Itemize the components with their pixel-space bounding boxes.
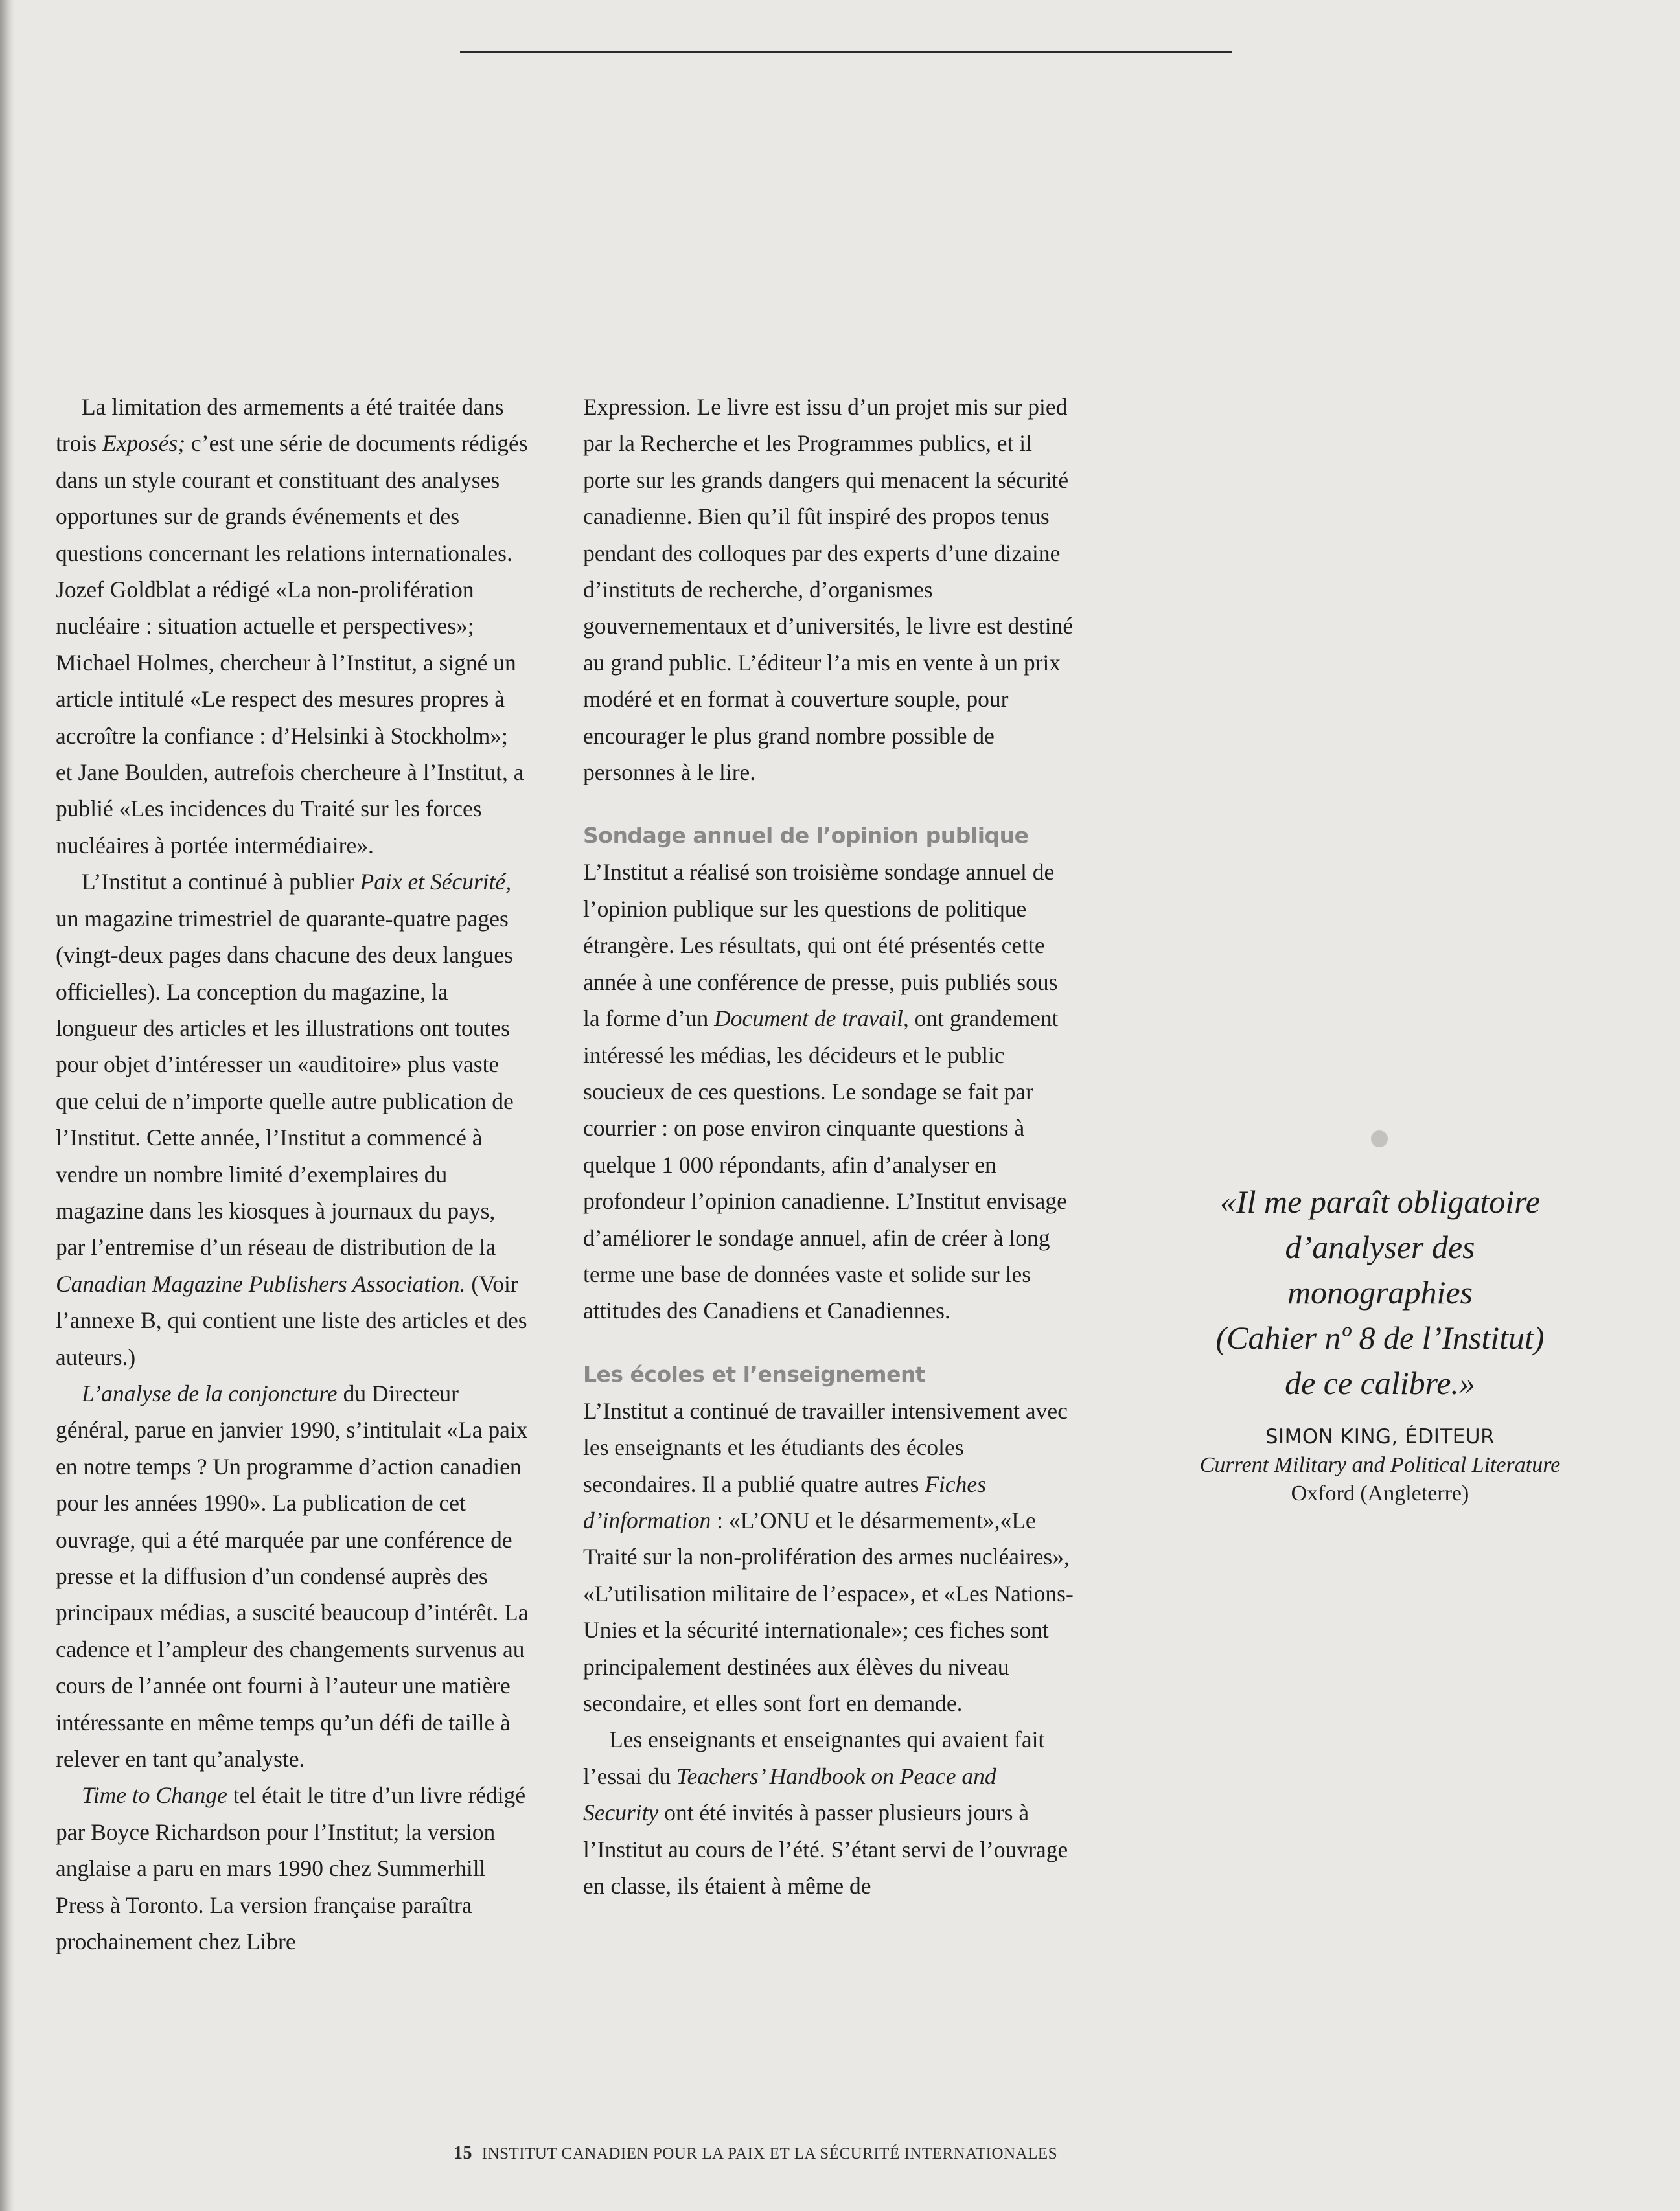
text-run: : «L’ONU et le désarmement»,«Le Traité sur la non-prolifération des armes nucléaires», «L’utilisation militaire de l’espace», et «Les Nations-Unies et la sécurité internationale»; ces fiches sont principalement destinées aux élèves du niveau secondaire, et elles sont fort en demande.	[583, 1507, 1074, 1716]
text-run: La limitation des armements a été traitée dans trois	[56, 394, 504, 457]
paragraph-ecoles	[583, 1393, 1076, 1722]
decorative-dot-icon	[1371, 1130, 1388, 1147]
italic-title-run: L’analyse de la conjoncture	[82, 1380, 338, 1406]
paragraph-exposes	[56, 389, 529, 864]
text-run: un magazine trimestriel de quarante-quatre pages (vingt-deux pages dans chacune des deux langues officielles). La conception du magazine, la longueur des articles et les illustrations ont toutes pour objet d’intéresser un «auditoire» plus vaste que celui de n’importe quelle autre publication de l’Institut. Cette année, l’Institut a commencé à vendre un nombre limité d’exemplaires du magazine dans les kiosques à journaux du pays, par l’entremise d’un réseau de distribution de la	[56, 905, 514, 1261]
text-run: ont grandement intéressé les médias, les décideurs et le public soucieux de ces questions. Le sondage se fait par courrier : on pose environ cinquante questions à quelque 1 000 répondants, afin d’analyser en profondeur l’opinion canadienne. L’Institut envisage d’améliorer le sondage annuel, afin de créer à long terme une base de données vaste et solide sur les attitudes des Canadiens et Canadiennes.	[583, 1005, 1067, 1324]
text-run: L’Institut a réalisé son troisième sondage annuel de l’opinion publique sur les questions de politique étrangère. Les résultats, qui ont été présentés cette année à une conférence de presse, puis publiés sous la forme d’un	[583, 859, 1058, 1032]
header-rule	[460, 51, 1232, 53]
attribution-place: Oxford (Angleterre)	[1291, 1482, 1469, 1506]
page-number: 15	[454, 2143, 472, 2163]
pull-quote-line: de ce calibre.»	[1285, 1365, 1475, 1401]
paragraph-analyse-conjoncture	[56, 1375, 529, 1777]
paragraph-sondage	[583, 854, 1076, 1329]
text-run: L’Institut a continué de travailler intensivement avec les enseignants et les étudiants des écoles secondaires. Il a publié quatre autres	[583, 1397, 1068, 1497]
text-run: ont été invités à passer plusieurs jours à l’Institut au cours de l’été. S’étant servi de l’ouvrage en classe, ils étaient à même de	[583, 1800, 1068, 1899]
attribution-name: SIMON KING, ÉDITEUR	[1265, 1425, 1495, 1449]
text-run: Expression. Le livre est issu d’un projet mis sur pied par la Recherche et les Programmes publics, et il porte sur les grands dangers qui menacent la sécurité canadienne. Bien qu’il fût inspiré des propos tenus pendant des colloques par des experts d’une dizaine d’instituts de recherche, d’organismes gouvernementaux et d’universités, le livre est destiné au grand public. L’éditeur l’a mis en vente à un prix modéré et en format à couverture souple, pour encourager le plus grand nombre possible de personnes à le lire.	[583, 394, 1074, 786]
pull-quote-line: (Cahier nº 8 de l’Institut)	[1215, 1320, 1545, 1356]
footer-title: INSTITUT CANADIEN POUR LA PAIX ET LA SÉCURITÉ INTERNATIONALES	[481, 2145, 1058, 2162]
pull-quote-attribution	[1166, 1423, 1594, 1508]
section-heading-sondage: Sondage annuel de l’opinion publique	[583, 823, 1029, 849]
section-heading-ecoles: Les écoles et l’enseignement	[583, 1361, 926, 1387]
left-text-column	[56, 389, 529, 1960]
pull-quote-line: monographies	[1287, 1274, 1473, 1311]
italic-title-run: Time to Change	[82, 1782, 227, 1809]
pull-quote-line: «Il me paraît obligatoire	[1220, 1184, 1540, 1220]
italic-title-run: Teachers’ Handbook on Peace and Security	[583, 1763, 996, 1826]
italic-title-run: Document de travail,	[714, 1005, 909, 1032]
paragraph-paix-et-securite	[56, 864, 529, 1375]
paragraph-enseignants	[583, 1721, 1076, 1904]
italic-title-run: Exposés;	[102, 430, 186, 457]
text-run: c’est une série de documents rédigés dans un style courant et constituant des analyses opportunes sur de grands événements et des questions concernant les relations internationales. Jozef Goldblat a rédigé «La non-prolifération nucléaire : situation actuelle et perspectives»; Michael Holmes, chercheur à l’Institut, a signé un article intitulé «Le respect des mesures propres à accroître la confiance : d’Helsinki à Stockholm»; et Jane Boulden, autrefois chercheure à l’Institut, a publié «Les incidences du Traité sur les forces nucléaires à portée intermédiaire».	[56, 430, 528, 858]
attribution-publication: Current Military and Political Literature	[1199, 1453, 1561, 1477]
page-footer	[454, 2143, 1296, 2164]
text-run: Les enseignants et enseignantes qui avaient fait l’essai du	[583, 1726, 1045, 1789]
paragraph-time-to-change	[56, 1777, 529, 1960]
text-run: (Voir l’annexe B, qui contient une liste des articles et des auteurs.)	[56, 1270, 527, 1370]
italic-title-run: Paix et Sécurité,	[360, 869, 512, 895]
text-run: du Directeur général, parue en janvier 1990, s’intitulait «La paix en notre temps ? Un programme d’action canadien pour les années 1990». La publication de cet ouvrage, qui a été marquée par une conférence de presse et la diffusion d’un condensé auprès des principaux médias, a suscité beaucoup d’intérêt. La cadence et l’ampleur des changements survenus au cours de l’année ont fourni à l’auteur une matière intéressante en même temps qu’un défi de taille à relever en tant qu’analyste.	[56, 1380, 529, 1772]
text-run: L’Institut a continué à publier	[82, 869, 360, 895]
middle-text-column	[583, 389, 1076, 1904]
italic-title-run: Fiches d’information	[583, 1471, 986, 1533]
pull-quote-line: d’analyser des	[1285, 1229, 1475, 1265]
italic-title-run: Canadian Magazine Publishers Association.	[56, 1270, 466, 1297]
page-binding-edge	[0, 0, 14, 2211]
text-run: tel était le titre d’un livre rédigé par Boyce Richardson pour l’Institut; la version anglaise a paru en mars 1990 chez Summerhill Press à Toronto. La version française paraîtra prochainement chez Libre	[56, 1782, 526, 1955]
pull-quote	[1166, 1179, 1594, 1406]
paragraph-livre-expression	[583, 389, 1076, 790]
